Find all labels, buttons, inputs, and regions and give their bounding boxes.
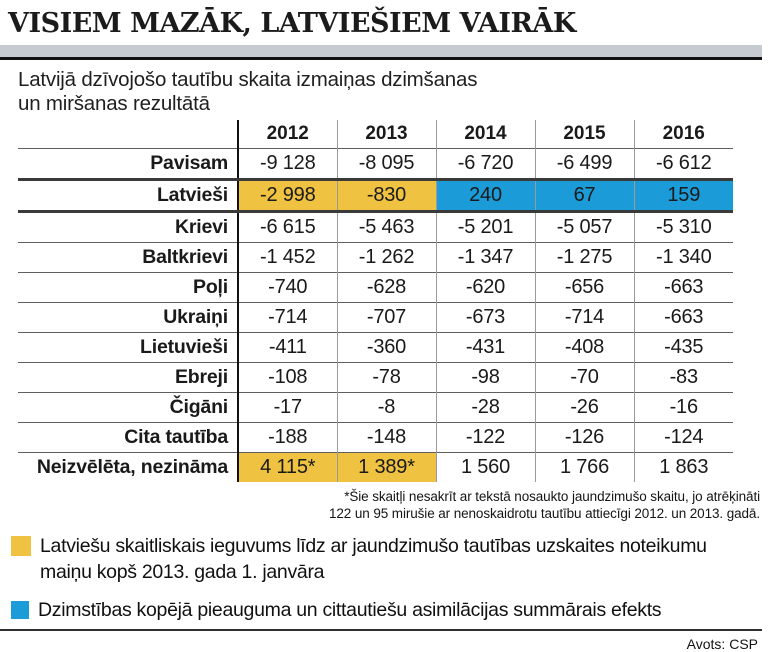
row-label: Čigāni (18, 393, 238, 423)
value-cell: -707 (337, 303, 436, 333)
value-cell: -98 (436, 363, 535, 393)
value-cell: -673 (436, 303, 535, 333)
value-cell: -6 615 (238, 212, 337, 243)
value-cell: -126 (535, 423, 634, 453)
value-cell: -5 201 (436, 212, 535, 243)
subtitle-line-1: Latvijā dzīvojošo tautību skaita izmaiņas dzimšanas (18, 68, 478, 91)
value-cell: 1 863 (634, 453, 733, 483)
value-cell-highlight-blue: 240 (436, 180, 535, 212)
row-label: Pavisam (18, 149, 238, 180)
value-cell: -26 (535, 393, 634, 423)
value-cell: -408 (535, 333, 634, 363)
footnote (0, 488, 760, 522)
row-label: Ebreji (18, 363, 238, 393)
table-row-neizvelata (18, 453, 733, 483)
value-cell-highlight-blue: 67 (535, 180, 634, 212)
value-cell: -83 (634, 363, 733, 393)
title-divider-bar (0, 45, 762, 60)
header-row (18, 120, 733, 149)
value-cell: -663 (634, 303, 733, 333)
value-cell: -656 (535, 273, 634, 303)
value-cell: -714 (535, 303, 634, 333)
value-cell: -16 (634, 393, 733, 423)
table-row (18, 363, 733, 393)
table-row (18, 243, 733, 273)
table-row (18, 423, 733, 453)
footer-divider (0, 629, 762, 631)
legend-item-blue (11, 597, 756, 623)
value-cell: -360 (337, 333, 436, 363)
row-label: Neizvēlēta, nezināma (18, 453, 238, 483)
legend-label: Latviešu skaitliskais ieguvums līdz ar jaundzimušo tautības uzskaites noteikumu maiņu kopš 2013. gada 1. janvāra (40, 535, 707, 583)
value-cell: -1 262 (337, 243, 436, 273)
subtitle-line-2: un miršanas rezultātā (18, 92, 210, 115)
legend (11, 533, 756, 623)
value-cell: -108 (238, 363, 337, 393)
infographic-page (0, 8, 768, 650)
footnote-line-1: *Šie skaitļi nesakrīt ar tekstā nosaukto jaundzimušo skaitu, jo atrēķināti (344, 489, 760, 504)
value-cell-highlight-yellow: 4 115* (238, 453, 337, 483)
year-column-header: 2016 (634, 120, 733, 149)
table-row (18, 333, 733, 363)
value-cell: -411 (238, 333, 337, 363)
value-cell: -5 310 (634, 212, 733, 243)
value-cell: -663 (634, 273, 733, 303)
value-cell: -6 612 (634, 149, 733, 180)
source-credit: Avots: CSP (686, 636, 758, 652)
year-column-header: 2015 (535, 120, 634, 149)
year-column-header: 2014 (436, 120, 535, 149)
value-cell: -124 (634, 423, 733, 453)
row-label: Latvieši (18, 180, 238, 212)
value-cell: 1 560 (436, 453, 535, 483)
legend-swatch-yellow-icon (11, 536, 31, 556)
value-cell-highlight-yellow: -2 998 (238, 180, 337, 212)
value-cell: -148 (337, 423, 436, 453)
table-row (18, 303, 733, 333)
value-cell: -78 (337, 363, 436, 393)
data-table (18, 120, 733, 482)
table-row-latviesi (18, 180, 733, 212)
value-cell: -9 128 (238, 149, 337, 180)
value-cell: -8 (337, 393, 436, 423)
value-cell: -5 463 (337, 212, 436, 243)
legend-label: Dzimstības kopējā pieauguma un cittautiešu asimilācijas summārais efekts (38, 599, 662, 621)
value-cell: 1 766 (535, 453, 634, 483)
year-column-header: 2012 (266, 123, 309, 144)
value-cell: -122 (436, 423, 535, 453)
table-row (18, 393, 733, 423)
chart-subtitle (18, 68, 768, 116)
value-cell-highlight-yellow: -830 (337, 180, 436, 212)
value-cell: -17 (238, 393, 337, 423)
value-cell: -6 499 (535, 149, 634, 180)
value-cell: -431 (436, 333, 535, 363)
value-cell: -8 095 (337, 149, 436, 180)
row-label: Ukraiņi (18, 303, 238, 333)
value-cell: -1 347 (436, 243, 535, 273)
row-label: Poļi (18, 273, 238, 303)
table-row (18, 149, 733, 180)
page-title: VISIEM MAZĀK, LATVIEŠIEM VAIRĀK (8, 8, 576, 39)
legend-item-yellow (11, 533, 756, 585)
value-cell: -714 (238, 303, 337, 333)
footnote-line-2: 122 un 95 mirušie ar nenoskaidrotu tautību attiecīgi 2012. un 2013. gadā. (328, 506, 760, 521)
value-cell: -1 340 (634, 243, 733, 273)
value-cell: -188 (238, 423, 337, 453)
value-cell: -1 275 (535, 243, 634, 273)
value-cell: -628 (337, 273, 436, 303)
value-cell: -620 (436, 273, 535, 303)
table-row (18, 212, 733, 243)
corner-cell (18, 120, 238, 149)
table-row (18, 273, 733, 303)
value-cell-highlight-blue: 159 (634, 180, 733, 212)
value-cell: -740 (238, 273, 337, 303)
row-label: Krievi (18, 212, 238, 243)
value-cell: -6 720 (436, 149, 535, 180)
value-cell: -1 452 (238, 243, 337, 273)
value-cell: -5 057 (535, 212, 634, 243)
legend-swatch-blue-icon (11, 601, 29, 619)
value-cell-highlight-yellow: 1 389* (337, 453, 436, 483)
row-label: Lietuvieši (18, 333, 238, 363)
row-label: Cita tautība (18, 423, 238, 453)
value-cell: -435 (634, 333, 733, 363)
value-cell: -70 (535, 363, 634, 393)
value-cell: -28 (436, 393, 535, 423)
year-column-header: 2013 (337, 120, 436, 149)
row-label: Baltkrievi (18, 243, 238, 273)
